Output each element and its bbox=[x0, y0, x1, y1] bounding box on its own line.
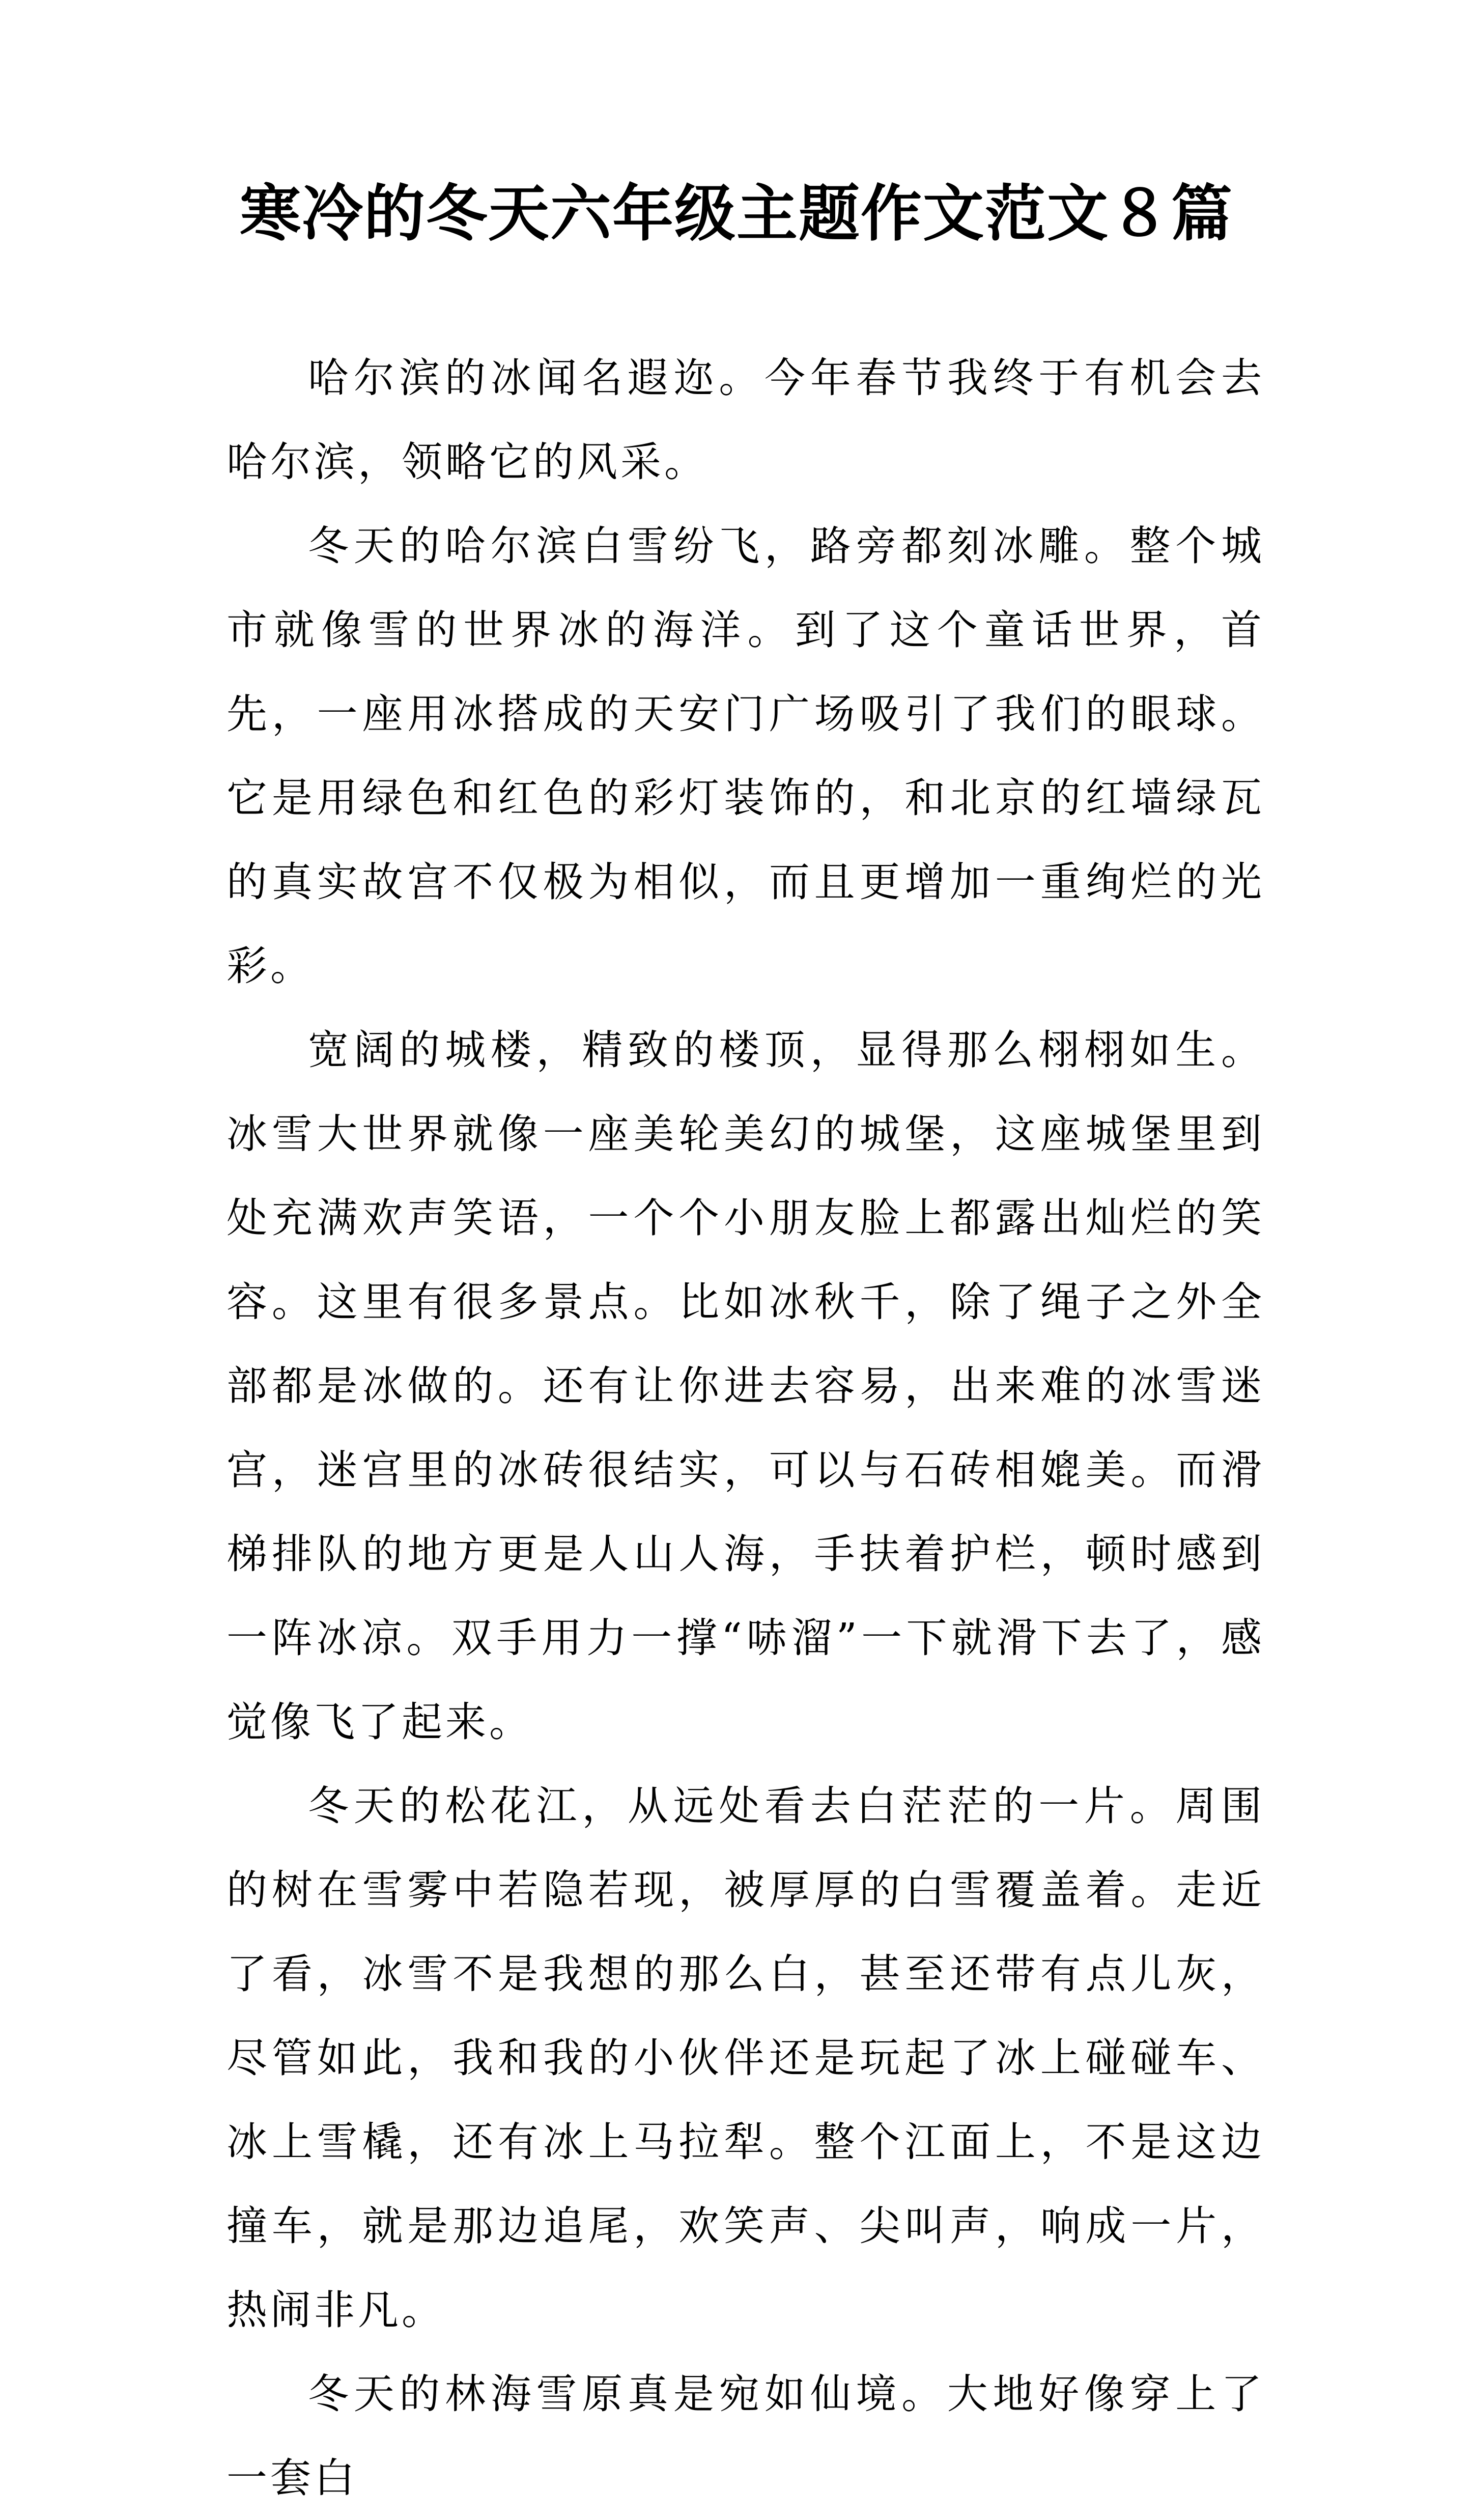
paragraph-2: 冬天的哈尔滨白雪纷飞，路旁都刻冰雕。整个城市就像雪的世界冰的海洋。到了这个童话世界，首先，一座用冰搭成的天安门广场吸引了我们的眼球。它是用绿色和红色的彩灯装饰的，和北京的红墙绿瓦的真实故宫不仅极为相似，而且更增加一重绚烂的光彩。 bbox=[226, 522, 1265, 990]
paragraph-1: 哈尔滨的冰闻名遐迩。今年春节我终于有机会去哈尔滨，领略它的风采。 bbox=[226, 354, 1265, 486]
document-body bbox=[226, 336, 1265, 2520]
paragraph-4: 冬天的松花江，从远处看去白茫茫的一片。周围的树在雪雾中若隐若现，被厚厚的白雪覆盖着。走近了看，冰雪不是我想的那么白，甚至还带有点儿灰，尽管如此，我和我的小伙伴还是玩起了冰上碰碰车、冰上雪橇，还有冰上马拉犁。整个江面上，不是这边撞车，就是那边追尾，欢笑声、尖叫声，响成一片，热闹非凡。 bbox=[226, 1782, 1265, 2334]
paragraph-5: 冬天的林海雪原真是宛如仙境。大地好像穿上了一套白 bbox=[226, 2370, 1265, 2502]
document-title: 寒冷的冬天六年级主题作文范文８篇 bbox=[240, 178, 1233, 249]
paragraph-3: 宽阔的城楼，精致的楼顶，显得那么栩栩如生。冰雪大世界就像一座美轮美幻的城堡，这座城堡里到处充满欢声笑语，一个个小朋友脸上都露出灿烂的笑容。这里有很多景点。比如冰秋千，除了绳子之外全部都是冰做的。还有让你进去容易，出来难的冰雪迷宫，迷宫里的冰砖很结实，可以与石砖相媲美。而滑梯排队的地方更是人山人海，手扶着护栏，顿时感到一阵冰凉。双手用力一撑“哧溜”一下就滑下去了，感觉像飞了起来。 bbox=[226, 1026, 1265, 1746]
